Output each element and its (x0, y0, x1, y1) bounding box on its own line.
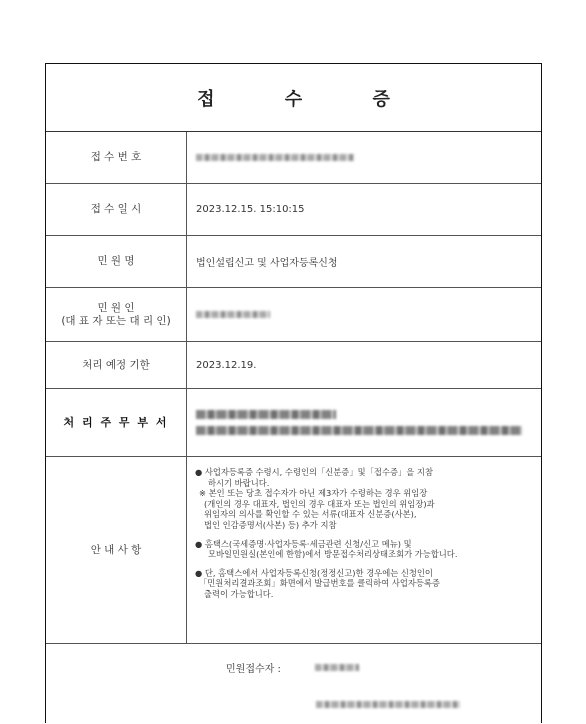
receiver-line (226, 660, 359, 675)
label-dept: 처 리 주 무 부 서 (46, 389, 187, 456)
notice-paragraph-2 (195, 539, 533, 560)
notice-p1-l5: 위임자의 의사를 확인할 수 있는 서류(대표자 신분증(사본), (204, 509, 417, 520)
row-dept (46, 389, 541, 457)
value-dept (187, 389, 541, 456)
value-petition-name: 법인설립신고 및 사업자등록신청 (196, 258, 338, 269)
label-petition-name: 민 원 명 (46, 236, 187, 287)
redacted-receiver-name (315, 664, 359, 671)
value-petitioner (187, 288, 541, 341)
row-deadline (46, 342, 541, 389)
redacted-dept-line1 (196, 410, 336, 419)
label-receipt-datetime: 접 수 일 시 (46, 184, 187, 235)
label-receipt-no: 접 수 번 호 (46, 132, 187, 183)
notice-p1-l6: 법인 인감증명서(사본) 등) 추가 지참 (204, 519, 337, 530)
label-petitioner-line2: (대 표 자 또는 대 리 인) (61, 314, 171, 327)
receiver-section (46, 644, 541, 724)
row-notice (46, 457, 541, 644)
notice-p1-l2: 하시기 바랍니다. (208, 477, 270, 488)
row-petition-name (46, 236, 541, 288)
document-title: 접 수 증 (197, 88, 422, 110)
notice-text (187, 457, 541, 643)
label-petitioner (46, 288, 187, 341)
redacted-dept-line2 (196, 426, 522, 435)
redacted-receipt-no (196, 154, 354, 161)
notice-paragraph-3 (195, 568, 533, 600)
label-notice: 안 내 사 항 (46, 457, 187, 643)
value-receipt-datetime: 2023.12.15. 15:10:15 (196, 204, 305, 215)
notice-p1-l3: ※ 본인 또는 당초 접수자가 아닌 제3자가 수령하는 경우 위임장 (199, 488, 428, 499)
value-deadline: 2023.12.19. (196, 359, 257, 371)
redacted-petitioner (196, 311, 270, 318)
row-receipt-no (46, 132, 541, 184)
notice-p3-l3: 출력이 가능합니다. (204, 588, 274, 599)
notice-p2-l1: ● 홈택스(국세증명·사업자등록·세금관련 신청/신고 메뉴) 및 (195, 538, 412, 549)
notice-paragraph-1 (195, 467, 533, 531)
notice-p2-l2: 모바일민원실(본인에 한함)에서 방문접수처리상태조회가 가능합니다. (208, 549, 458, 560)
notice-p3-l2: 「민원처리결과조회」화면에서 발급번호를 클릭하여 사업자등록증 (199, 578, 440, 589)
title-row (46, 64, 541, 132)
label-petitioner-line1: 민 원 인 (97, 301, 135, 314)
redacted-receiver-org (316, 701, 460, 708)
notice-p1-l4: (개인의 경우 대표자, 법인의 경우 대표자 또는 법인의 위임장)과 (204, 498, 435, 509)
row-petitioner (46, 288, 541, 342)
label-deadline: 처리 예정 기한 (46, 342, 187, 388)
value-receipt-no (187, 132, 541, 183)
row-receipt-datetime (46, 184, 541, 236)
notice-p3-l1: ● 단, 홈택스에서 사업자등록신청(정정신고)한 경우에는 신청인이 (195, 567, 433, 578)
receiver-label: 민원접수자 : (226, 664, 281, 675)
notice-p1-l1: ● 사업자등록증 수령시, 수령인의「신분증」및「접수증」을 지참 (195, 467, 433, 477)
receipt-document (45, 63, 542, 723)
